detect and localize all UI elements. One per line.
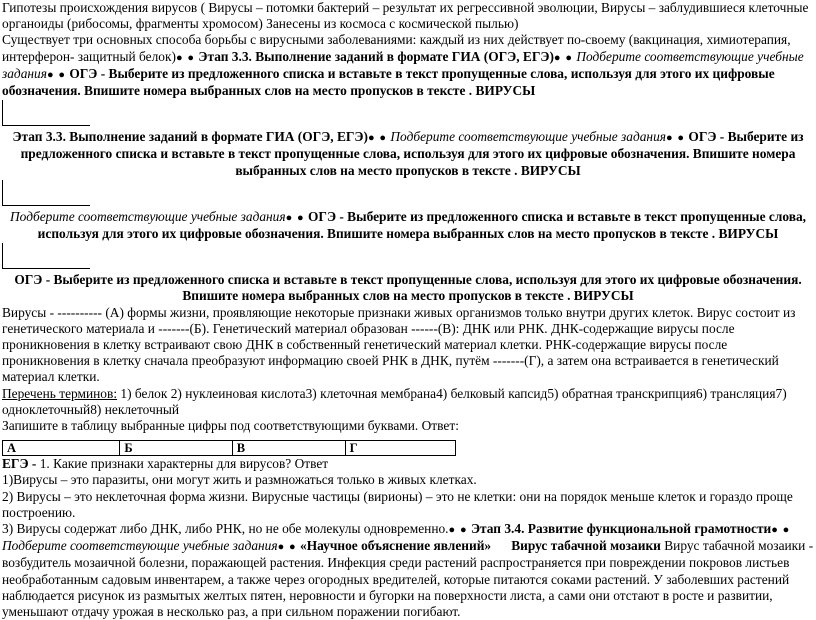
- stage34-heading: Этап 3.4. Развитие функциональной грамотности: [470, 521, 772, 537]
- table-row: [3, 441, 456, 456]
- task-text: Вирусы - ---------- (А) формы жизни, проявляющие некоторые признаки живых организмов только внутри других клеток. Вирус состоит из генетического материала и -------(Б). Генетический материал образован ------(В): ДНК или РНК. ДНК-содержащие вирусы после проникновения в клетку встраивают свою ДНК в собственный генетический материал клетки. РНК-содержащие вирусы после проникновения в клетку сначала преобразуют информацию своей РНК в ДНК, путём -------(Г), а затем она встраивается в генетический материал клетки.: [2, 304, 796, 385]
- terms-label: Перечень терминов:: [2, 385, 118, 401]
- terms-paragraph: [2, 386, 814, 418]
- stage-heading: Этап 3.3. Выполнение заданий в формате ГИА (ОГЭ, ЕГЭ): [12, 129, 368, 145]
- oge-instruction: ОГЭ - Выберите из предложенного списка и вставьте в текст пропущенные слова, используя для этого их цифровые обозначения. Впишите номера выбранных слов на место пропусков в тексте . ВИРУСЫ: [20, 129, 804, 178]
- table-intro: Запишите в таблицу выбранные цифры под соответствующими буквами. Ответ:: [2, 418, 459, 434]
- empty-box: [2, 100, 90, 126]
- bullet-dots: ● ●: [175, 51, 196, 64]
- stage-heading: Этап 3.3. Выполнение заданий в формате ГИА (ОГЭ, ЕГЭ): [198, 48, 554, 64]
- table-header-a: А: [3, 441, 120, 456]
- answer-3: 3) Вирусы содержат либо ДНК, либо РНК, но не обе молекулы одновременно.: [2, 521, 449, 537]
- block2-paragraph: [2, 129, 814, 179]
- terms-list: 1) белок 2) нуклеиновая кислота3) клеточная мембрана4) белковый капсид5) обратная транскрипция6) трансляция7) одноклеточный8) неклеточный: [2, 385, 787, 417]
- bullet-dots: ● ●: [448, 524, 468, 537]
- ege-question: [2, 456, 814, 472]
- italic-instruction: Подберите соответствующие учебные задания: [390, 129, 666, 145]
- virus-text: Вирус табачной мозаики - возбудитель мозаичной болезни, поражающей растения. Инфекция среди растений распространяется при повреждении покровов листьев необработанным садовым инвентарем, а также через огородных вредителей, которые питаются соками растений. У заболевших растений наблюдается рисунок из размытых желтых пятен, неровности и бугорки на поверхности листа, а сами они отстают в росте и развитии, уменьшают отдачу урожая в несколько раз, а при сильном поражении погибают.: [2, 538, 814, 620]
- methods-text: Существует три основных способа борьбы с вирусными заболеваниями: каждый из них действует по-своему (вакцинация, химиотерапия, интерферон- защитный белок): [2, 32, 791, 64]
- quote-title: «Научное объяснение явлений»: [296, 538, 492, 554]
- bullet-dots: ● ●: [771, 524, 791, 537]
- bullet-dots: ● ●: [46, 68, 66, 81]
- block4-paragraph: ОГЭ - Выберите из предложенного списка и вставьте в текст пропущенные слова, используя для этого их цифровые обозначения. Впишите номера выбранных слов на место пропусков в тексте . ВИРУСЫ: [14, 272, 802, 304]
- methods-paragraph: [2, 32, 814, 99]
- hypotheses-paragraph: Гипотезы происхождения вирусов ( Вирусы – потомки бактерий – результат их регрессивной эволюции, Вирусы – заблудившиеся клеточные органоиды (рибосомы, фрагменты хромосом) Занесены из космоса с космической пылью): [2, 0, 809, 32]
- stage34-paragraph: [2, 521, 814, 620]
- italic-instruction: Подберите соответствующие учебные задания: [2, 538, 278, 554]
- answer-2: 2) Вирусы – это неклеточная форма жизни. Вирусные частицы (вирионы) – это не клетки: они на порядок меньше клеток и гораздо проще построению.: [2, 488, 793, 520]
- italic-instruction: Подберите соответствующие учебные задания: [10, 208, 286, 224]
- virus-heading: Вирус табачной мозаики: [511, 538, 661, 554]
- italic-instruction: Подберите соответствующие учебные задания: [2, 48, 804, 81]
- empty-box: [2, 243, 90, 269]
- bullet-dots: ● ●: [553, 51, 573, 64]
- answer-table: [2, 440, 456, 456]
- ege-label: ЕГЭ -: [2, 456, 40, 472]
- oge-instruction: ОГЭ - Выберите из предложенного списка и вставьте в текст пропущенные слова, используя для этого их цифровые обозначения. Впишите номера выбранных слов на место пропусков в тексте . ВИРУСЫ: [37, 208, 806, 242]
- document: [2, 0, 814, 620]
- ege-question-text: 1. Какие признаки характерны для вирусов? Ответ: [39, 456, 329, 472]
- bullet-dots: ● ●: [277, 541, 297, 554]
- oge-instruction: ОГЭ - Выберите из предложенного списка и вставьте в текст пропущенные слова, используя для этого их цифровые обозначения. Впишите номера выбранных слов на место пропусков в тексте . ВИРУСЫ: [2, 65, 775, 99]
- bullet-dots: ● ●: [285, 211, 305, 224]
- bullet-dots: ● ●: [666, 132, 686, 145]
- block3-paragraph: [2, 209, 814, 242]
- table-header-g: Г: [345, 441, 455, 456]
- empty-box: [2, 180, 90, 206]
- answer-1: 1)Вирусы – это паразиты, они могут жить и размножаться только в живых клетках.: [2, 472, 477, 488]
- bullet-dots: ● ●: [367, 132, 388, 145]
- table-header-v: В: [232, 441, 345, 456]
- table-header-b: Б: [120, 441, 232, 456]
